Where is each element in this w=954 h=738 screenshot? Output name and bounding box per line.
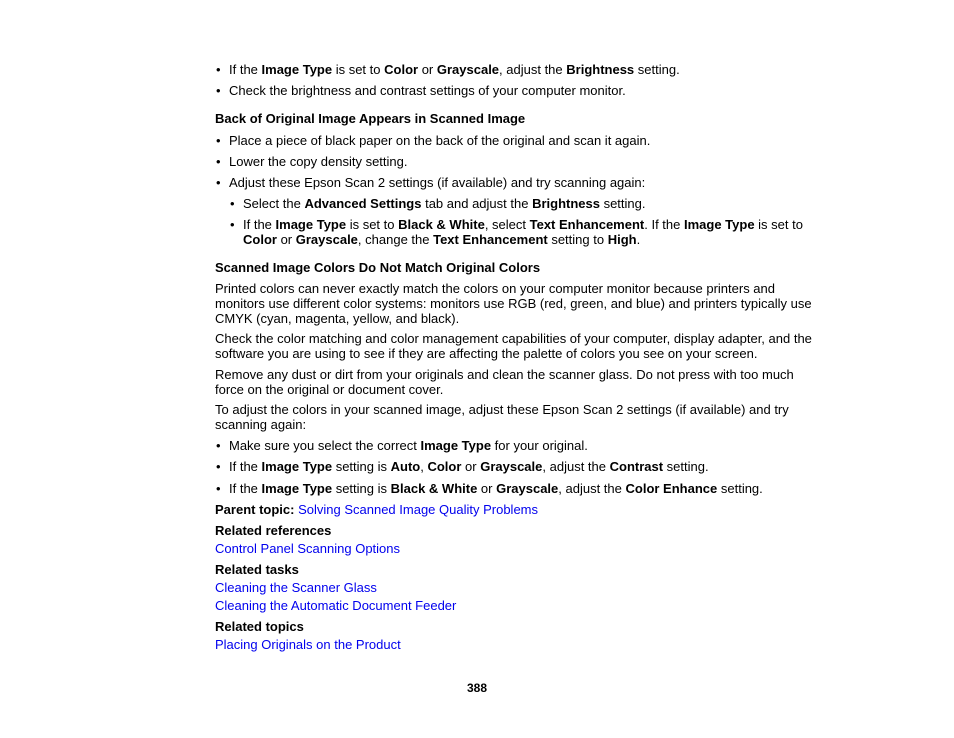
parent-topic-label: Parent topic: [215, 502, 295, 517]
link-cleaning-scanner-glass[interactable]: Cleaning the Scanner Glass [215, 580, 377, 595]
bullet-brightness: • If the Image Type is set to Color or Grayscale, adjust the Brightness setting. [215, 62, 825, 77]
bullet-contrast: • If the Image Type setting is Auto, Color or Grayscale, adjust the Contrast setting. [215, 459, 825, 474]
bullet-monitor: • Check the brightness and contrast settings of your computer monitor. [215, 83, 825, 98]
related-references-label: Related references [215, 523, 332, 538]
bullet-copy-density: • Lower the copy density setting. [215, 154, 825, 169]
link-cleaning-adf[interactable]: Cleaning the Automatic Document Feeder [215, 598, 457, 613]
section-heading-colors-mismatch: Scanned Image Colors Do Not Match Original Colors [215, 260, 541, 275]
paragraph-color-matching: Check the color matching and color management capabilities of your computer, display adapter, and the software you are using to see if they are affecting the palette of colors you see on your screen. [215, 331, 812, 361]
subbullet-advanced-settings: • Select the Advanced Settings tab and adjust the Brightness setting. [229, 196, 825, 211]
parent-topic-link[interactable]: Solving Scanned Image Quality Problems [298, 502, 538, 517]
section-heading-back-of-original: Back of Original Image Appears in Scanned Image [215, 111, 526, 126]
related-topics-label: Related topics [215, 619, 304, 634]
related-reference-item [215, 541, 825, 556]
subbullet-text-enhancement: • If the Image Type is set to Black & White, select Text Enhancement. If the Image Type is set to Color or Grayscale, change the Text Enhancement setting to High. [229, 217, 825, 247]
page-number: 388 [466, 681, 488, 695]
link-placing-originals[interactable]: Placing Originals on the Product [215, 637, 401, 652]
related-task-item [215, 580, 825, 595]
bullet-color-enhance: • If the Image Type setting is Black & White or Grayscale, adjust the Color Enhance setting. [215, 481, 825, 496]
bullet-black-paper: • Place a piece of black paper on the back of the original and scan it again. [215, 133, 825, 148]
link-control-panel-scanning-options[interactable]: Control Panel Scanning Options [215, 541, 401, 556]
paragraph-printed-colors: Printed colors can never exactly match the colors on your computer monitor because printers and monitors use different color systems: monitors use RGB (red, green, and blue) and printers typically use CMYK (cyan, magenta, yellow, and black). [215, 281, 812, 326]
paragraph-remove-dust: Remove any dust or dirt from your originals and clean the scanner glass. Do not press with too much force on the original or document cover. [215, 367, 794, 397]
related-topic-item [215, 637, 825, 652]
parent-topic [215, 502, 825, 517]
related-tasks-label: Related tasks [215, 562, 299, 577]
bullet-adjust-settings: • Adjust these Epson Scan 2 settings (if available) and try scanning again: [215, 175, 825, 190]
related-task-item [215, 598, 825, 613]
bullet-image-type: • Make sure you select the correct Image Type for your original. [215, 438, 825, 453]
paragraph-adjust-colors: To adjust the colors in your scanned image, adjust these Epson Scan 2 settings (if available) and try scanning again: [215, 402, 789, 432]
